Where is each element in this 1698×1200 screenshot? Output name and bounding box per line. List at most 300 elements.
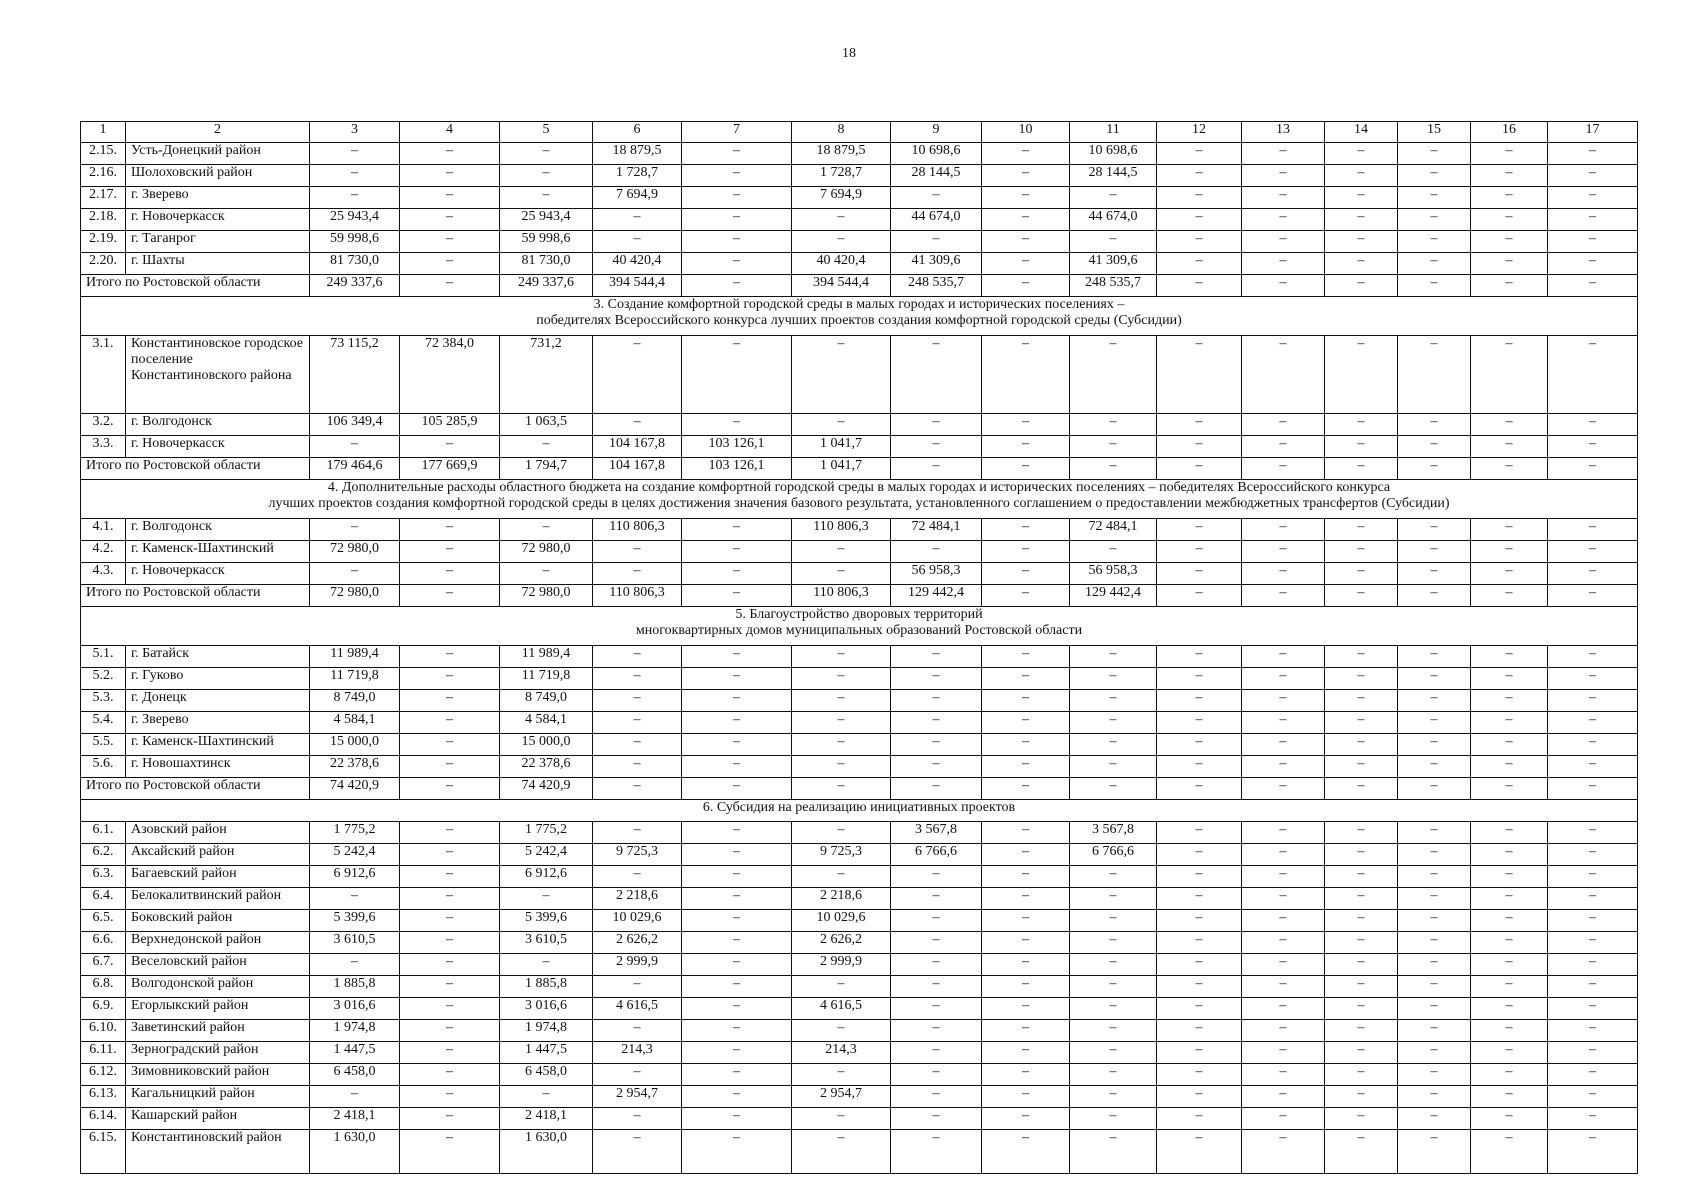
value-cell: – xyxy=(1398,414,1471,436)
value-cell: – xyxy=(1157,888,1242,910)
value-cell: 5 399,6 xyxy=(500,910,593,932)
value-cell: – xyxy=(982,932,1070,954)
value-cell: – xyxy=(1157,822,1242,844)
value-cell: 72 384,0 xyxy=(400,336,500,414)
value-cell: – xyxy=(891,187,982,209)
value-cell: 25 943,4 xyxy=(310,209,400,231)
value-cell: – xyxy=(1398,998,1471,1020)
value-cell: – xyxy=(1070,414,1157,436)
page-number: 18 xyxy=(842,46,856,61)
value-cell: 59 998,6 xyxy=(310,231,400,253)
section-title xyxy=(81,480,1638,519)
value-cell: – xyxy=(982,253,1070,275)
value-cell: – xyxy=(1398,187,1471,209)
value-cell: – xyxy=(1548,585,1638,607)
value-cell: – xyxy=(593,734,682,756)
value-cell: 40 420,4 xyxy=(593,253,682,275)
table-row xyxy=(81,734,1638,756)
value-cell: 1 775,2 xyxy=(310,822,400,844)
value-cell: 1 974,8 xyxy=(500,1020,593,1042)
value-cell: – xyxy=(682,756,792,778)
value-cell: – xyxy=(593,1130,682,1174)
value-cell: – xyxy=(310,888,400,910)
value-cell: 104 167,8 xyxy=(593,458,682,480)
column-number: 10 xyxy=(982,122,1070,143)
value-cell: – xyxy=(400,187,500,209)
table-row xyxy=(81,187,1638,209)
value-cell: – xyxy=(310,436,400,458)
value-cell: – xyxy=(792,336,891,414)
value-cell: – xyxy=(1325,1042,1398,1064)
value-cell: – xyxy=(682,414,792,436)
value-cell: – xyxy=(682,976,792,998)
value-cell: – xyxy=(1070,712,1157,734)
value-cell: – xyxy=(400,976,500,998)
table-row xyxy=(81,253,1638,275)
table-row xyxy=(81,866,1638,888)
row-number: 6.9. xyxy=(81,998,126,1020)
section-title-line: 4. Дополнительные расходы областного бюджета на создание комфортной городской среды в малых городах и исторических поселениях – победителях Всероссийского конкурса xyxy=(327,480,1391,495)
value-cell: 81 730,0 xyxy=(500,253,593,275)
value-cell: – xyxy=(500,563,593,585)
value-cell: 56 958,3 xyxy=(891,563,982,585)
value-cell: – xyxy=(1471,563,1548,585)
value-cell: – xyxy=(792,756,891,778)
value-cell: 1 630,0 xyxy=(500,1130,593,1174)
value-cell: – xyxy=(400,932,500,954)
value-cell: – xyxy=(1242,231,1325,253)
value-cell: – xyxy=(1070,187,1157,209)
value-cell: 4 616,5 xyxy=(593,998,682,1020)
value-cell: – xyxy=(1398,1064,1471,1086)
value-cell: – xyxy=(1325,563,1398,585)
value-cell: – xyxy=(1157,844,1242,866)
value-cell: – xyxy=(400,910,500,932)
value-cell: – xyxy=(1325,336,1398,414)
value-cell: – xyxy=(682,563,792,585)
value-cell: – xyxy=(1242,458,1325,480)
value-cell: 8 749,0 xyxy=(310,690,400,712)
row-number: 6.2. xyxy=(81,844,126,866)
row-number: 6.14. xyxy=(81,1108,126,1130)
column-number: 2 xyxy=(126,122,310,143)
row-number: 6.6. xyxy=(81,932,126,954)
value-cell: – xyxy=(310,1086,400,1108)
value-cell: – xyxy=(792,541,891,563)
value-cell: 44 674,0 xyxy=(1070,209,1157,231)
value-cell: – xyxy=(1242,910,1325,932)
value-cell: – xyxy=(400,778,500,800)
value-cell: – xyxy=(792,646,891,668)
value-cell: 2 418,1 xyxy=(310,1108,400,1130)
value-cell: – xyxy=(593,646,682,668)
municipality-name: Зимовниковский район xyxy=(126,1064,310,1086)
value-cell: 72 484,1 xyxy=(891,519,982,541)
table-row xyxy=(81,1108,1638,1130)
value-cell: – xyxy=(593,822,682,844)
value-cell: – xyxy=(682,844,792,866)
value-cell: – xyxy=(593,778,682,800)
row-number: 6.7. xyxy=(81,954,126,976)
value-cell: – xyxy=(891,1130,982,1174)
municipality-name: г. Новошахтинск xyxy=(126,756,310,778)
value-cell: 56 958,3 xyxy=(1070,563,1157,585)
value-cell: – xyxy=(1325,165,1398,187)
value-cell: 1 885,8 xyxy=(310,976,400,998)
value-cell: – xyxy=(1471,888,1548,910)
value-cell: – xyxy=(1325,585,1398,607)
value-cell: – xyxy=(310,954,400,976)
value-cell: – xyxy=(982,436,1070,458)
value-cell: – xyxy=(1398,585,1471,607)
value-cell: 40 420,4 xyxy=(792,253,891,275)
value-cell: – xyxy=(1070,954,1157,976)
value-cell: – xyxy=(1070,1086,1157,1108)
value-cell: 110 806,3 xyxy=(792,519,891,541)
value-cell: – xyxy=(1242,668,1325,690)
value-cell: – xyxy=(1398,844,1471,866)
value-cell: – xyxy=(400,253,500,275)
row-number: 5.6. xyxy=(81,756,126,778)
value-cell: – xyxy=(1242,143,1325,165)
value-cell: – xyxy=(1070,756,1157,778)
value-cell: – xyxy=(400,888,500,910)
value-cell: – xyxy=(1471,1042,1548,1064)
value-cell: – xyxy=(400,1020,500,1042)
value-cell: – xyxy=(891,932,982,954)
value-cell: – xyxy=(1070,778,1157,800)
value-cell: – xyxy=(400,209,500,231)
column-number: 5 xyxy=(500,122,593,143)
value-cell: – xyxy=(1070,646,1157,668)
table-row xyxy=(81,888,1638,910)
value-cell: – xyxy=(682,668,792,690)
value-cell: – xyxy=(1242,253,1325,275)
municipality-name: Волгодонской район xyxy=(126,976,310,998)
value-cell: – xyxy=(982,231,1070,253)
value-cell: – xyxy=(1242,888,1325,910)
value-cell: – xyxy=(1548,756,1638,778)
value-cell: – xyxy=(1157,253,1242,275)
value-cell: 6 458,0 xyxy=(310,1064,400,1086)
value-cell: – xyxy=(891,976,982,998)
value-cell: – xyxy=(1471,646,1548,668)
value-cell: – xyxy=(1242,585,1325,607)
value-cell: – xyxy=(1548,519,1638,541)
value-cell: – xyxy=(1471,519,1548,541)
row-number: 5.1. xyxy=(81,646,126,668)
table-row xyxy=(81,932,1638,954)
row-number: 6.15. xyxy=(81,1130,126,1174)
table-row xyxy=(81,646,1638,668)
value-cell: – xyxy=(593,690,682,712)
value-cell: 248 535,7 xyxy=(1070,275,1157,297)
table-row xyxy=(81,336,1638,414)
value-cell: – xyxy=(1070,866,1157,888)
row-number: 5.3. xyxy=(81,690,126,712)
section-title-line: 5. Благоустройство дворовых территорий xyxy=(735,607,983,622)
row-number: 2.17. xyxy=(81,187,126,209)
value-cell: – xyxy=(1398,976,1471,998)
value-cell: – xyxy=(500,888,593,910)
row-number: 4.2. xyxy=(81,541,126,563)
value-cell: 2 418,1 xyxy=(500,1108,593,1130)
value-cell: – xyxy=(400,585,500,607)
value-cell: 4 584,1 xyxy=(310,712,400,734)
value-cell: – xyxy=(1325,690,1398,712)
value-cell: – xyxy=(1548,976,1638,998)
value-cell: – xyxy=(1157,231,1242,253)
value-cell: – xyxy=(500,519,593,541)
value-cell: – xyxy=(982,1020,1070,1042)
value-cell: – xyxy=(1471,778,1548,800)
total-label: Итого по Ростовской области xyxy=(81,275,310,297)
value-cell: – xyxy=(1398,209,1471,231)
row-number: 5.4. xyxy=(81,712,126,734)
value-cell: 248 535,7 xyxy=(891,275,982,297)
value-cell: 1 630,0 xyxy=(310,1130,400,1174)
value-cell: – xyxy=(1070,336,1157,414)
value-cell: – xyxy=(1325,519,1398,541)
table-row xyxy=(81,822,1638,844)
section-title xyxy=(81,607,1638,646)
value-cell: – xyxy=(1070,1020,1157,1042)
value-cell: – xyxy=(682,209,792,231)
municipality-name: Верхнедонской район xyxy=(126,932,310,954)
value-cell: – xyxy=(310,143,400,165)
value-cell: – xyxy=(891,734,982,756)
value-cell: – xyxy=(500,187,593,209)
value-cell: – xyxy=(400,998,500,1020)
value-cell: – xyxy=(1325,436,1398,458)
value-cell: – xyxy=(1157,910,1242,932)
municipality-name: г. Донецк xyxy=(126,690,310,712)
value-cell: – xyxy=(891,1064,982,1086)
value-cell: – xyxy=(1325,844,1398,866)
value-cell: – xyxy=(682,712,792,734)
value-cell: – xyxy=(982,866,1070,888)
column-number: 17 xyxy=(1548,122,1638,143)
value-cell: 110 806,3 xyxy=(593,585,682,607)
value-cell: – xyxy=(891,414,982,436)
value-cell: – xyxy=(1157,143,1242,165)
value-cell: – xyxy=(982,458,1070,480)
value-cell: – xyxy=(1398,1108,1471,1130)
value-cell: – xyxy=(1325,1086,1398,1108)
value-cell: – xyxy=(400,668,500,690)
section-header-row xyxy=(81,297,1638,336)
value-cell: 5 242,4 xyxy=(500,844,593,866)
value-cell: 10 029,6 xyxy=(593,910,682,932)
value-cell: – xyxy=(891,541,982,563)
value-cell: – xyxy=(682,866,792,888)
section-title-line: лучших проектов создания комфортной городской среды в целях достижения значения базового результата, установленного соглашением о предоставлении межбюджетных трансфертов (Субсидии) xyxy=(268,496,1450,511)
table-row xyxy=(81,1042,1638,1064)
value-cell: – xyxy=(1070,1042,1157,1064)
value-cell: – xyxy=(982,1086,1070,1108)
column-number: 16 xyxy=(1471,122,1548,143)
value-cell: – xyxy=(500,143,593,165)
value-cell: – xyxy=(1548,143,1638,165)
value-cell: – xyxy=(982,1042,1070,1064)
table-row xyxy=(81,209,1638,231)
value-cell: – xyxy=(1325,712,1398,734)
value-cell: – xyxy=(982,976,1070,998)
value-cell: – xyxy=(1070,690,1157,712)
value-cell: – xyxy=(982,844,1070,866)
value-cell: – xyxy=(982,822,1070,844)
value-cell: 214,3 xyxy=(792,1042,891,1064)
table-row xyxy=(81,436,1638,458)
table-row xyxy=(81,519,1638,541)
value-cell: – xyxy=(1471,998,1548,1020)
value-cell: – xyxy=(1242,275,1325,297)
value-cell: – xyxy=(682,910,792,932)
value-cell: – xyxy=(1157,585,1242,607)
value-cell: – xyxy=(1398,1086,1471,1108)
value-cell: – xyxy=(1471,143,1548,165)
value-cell: – xyxy=(682,1130,792,1174)
value-cell: – xyxy=(792,231,891,253)
value-cell: – xyxy=(1325,143,1398,165)
value-cell: – xyxy=(1548,187,1638,209)
value-cell: – xyxy=(1548,888,1638,910)
value-cell: – xyxy=(792,734,891,756)
value-cell: – xyxy=(682,822,792,844)
value-cell: – xyxy=(593,336,682,414)
value-cell: – xyxy=(1471,756,1548,778)
value-cell: – xyxy=(593,1108,682,1130)
value-cell: – xyxy=(1157,1086,1242,1108)
value-cell: – xyxy=(682,1064,792,1086)
value-cell: – xyxy=(1157,954,1242,976)
value-cell: – xyxy=(500,1086,593,1108)
value-cell: – xyxy=(400,866,500,888)
budget-table xyxy=(80,121,1638,1174)
value-cell: – xyxy=(1157,734,1242,756)
row-number: 6.3. xyxy=(81,866,126,888)
value-cell: – xyxy=(1325,866,1398,888)
value-cell: 1 041,7 xyxy=(792,458,891,480)
value-cell: – xyxy=(1325,253,1398,275)
value-cell: 72 980,0 xyxy=(310,585,400,607)
municipality-name: Заветинский район xyxy=(126,1020,310,1042)
municipality-name: г. Гуково xyxy=(126,668,310,690)
value-cell: – xyxy=(400,563,500,585)
value-cell: – xyxy=(400,165,500,187)
value-cell: – xyxy=(1242,822,1325,844)
municipality-name: Азовский район xyxy=(126,822,310,844)
value-cell: – xyxy=(593,414,682,436)
value-cell: – xyxy=(1325,932,1398,954)
value-cell: – xyxy=(792,976,891,998)
row-number: 6.1. xyxy=(81,822,126,844)
row-number: 4.3. xyxy=(81,563,126,585)
value-cell: – xyxy=(1398,336,1471,414)
value-cell: – xyxy=(1242,1130,1325,1174)
municipality-name: г. Волгодонск xyxy=(126,414,310,436)
value-cell: – xyxy=(1398,143,1471,165)
value-cell: 74 420,9 xyxy=(310,778,400,800)
value-cell: – xyxy=(1242,954,1325,976)
value-cell: – xyxy=(1242,336,1325,414)
value-cell: 2 999,9 xyxy=(792,954,891,976)
value-cell: 11 719,8 xyxy=(500,668,593,690)
value-cell: – xyxy=(1548,336,1638,414)
municipality-name: Усть-Донецкий район xyxy=(126,143,310,165)
value-cell: – xyxy=(982,1108,1070,1130)
value-cell: – xyxy=(400,231,500,253)
total-label: Итого по Ростовской области xyxy=(81,458,310,480)
value-cell: – xyxy=(1242,414,1325,436)
value-cell: – xyxy=(682,165,792,187)
value-cell: – xyxy=(1471,844,1548,866)
value-cell: – xyxy=(1070,734,1157,756)
value-cell: – xyxy=(1070,231,1157,253)
value-cell: – xyxy=(1471,275,1548,297)
value-cell: – xyxy=(593,1020,682,1042)
table-row xyxy=(81,976,1638,998)
value-cell: 129 442,4 xyxy=(891,585,982,607)
value-cell: – xyxy=(1242,976,1325,998)
value-cell: – xyxy=(593,976,682,998)
value-cell: – xyxy=(1325,1108,1398,1130)
value-cell: 103 126,1 xyxy=(682,458,792,480)
value-cell: – xyxy=(1398,778,1471,800)
value-cell: 2 218,6 xyxy=(593,888,682,910)
value-cell: – xyxy=(500,954,593,976)
value-cell: 2 999,9 xyxy=(593,954,682,976)
value-cell: 105 285,9 xyxy=(400,414,500,436)
value-cell: 1 728,7 xyxy=(593,165,682,187)
table-row xyxy=(81,756,1638,778)
value-cell: – xyxy=(682,932,792,954)
value-cell: – xyxy=(1242,690,1325,712)
value-cell: 3 610,5 xyxy=(500,932,593,954)
value-cell: – xyxy=(682,690,792,712)
column-number: 7 xyxy=(682,122,792,143)
value-cell: – xyxy=(1398,1130,1471,1174)
value-cell: – xyxy=(982,1130,1070,1174)
value-cell: – xyxy=(1398,690,1471,712)
value-cell: 214,3 xyxy=(593,1042,682,1064)
value-cell: – xyxy=(1242,1042,1325,1064)
value-cell: 104 167,8 xyxy=(593,436,682,458)
value-cell: 5 399,6 xyxy=(310,910,400,932)
value-cell: – xyxy=(1471,253,1548,275)
value-cell: – xyxy=(682,231,792,253)
value-cell: – xyxy=(1325,541,1398,563)
value-cell: 11 989,4 xyxy=(500,646,593,668)
municipality-name: г. Новочеркасск xyxy=(126,563,310,585)
column-number: 14 xyxy=(1325,122,1398,143)
value-cell: 1 794,7 xyxy=(500,458,593,480)
section-header-row xyxy=(81,480,1638,519)
value-cell: 28 144,5 xyxy=(1070,165,1157,187)
value-cell: – xyxy=(891,1020,982,1042)
value-cell: – xyxy=(1398,563,1471,585)
section-header-row xyxy=(81,800,1638,822)
value-cell: – xyxy=(1157,541,1242,563)
value-cell: – xyxy=(1325,1130,1398,1174)
value-cell: – xyxy=(1548,275,1638,297)
value-cell: – xyxy=(982,585,1070,607)
value-cell: 18 879,5 xyxy=(593,143,682,165)
municipality-name: Аксайский район xyxy=(126,844,310,866)
table-row xyxy=(81,231,1638,253)
value-cell: – xyxy=(1242,436,1325,458)
value-cell: 2 954,7 xyxy=(792,1086,891,1108)
